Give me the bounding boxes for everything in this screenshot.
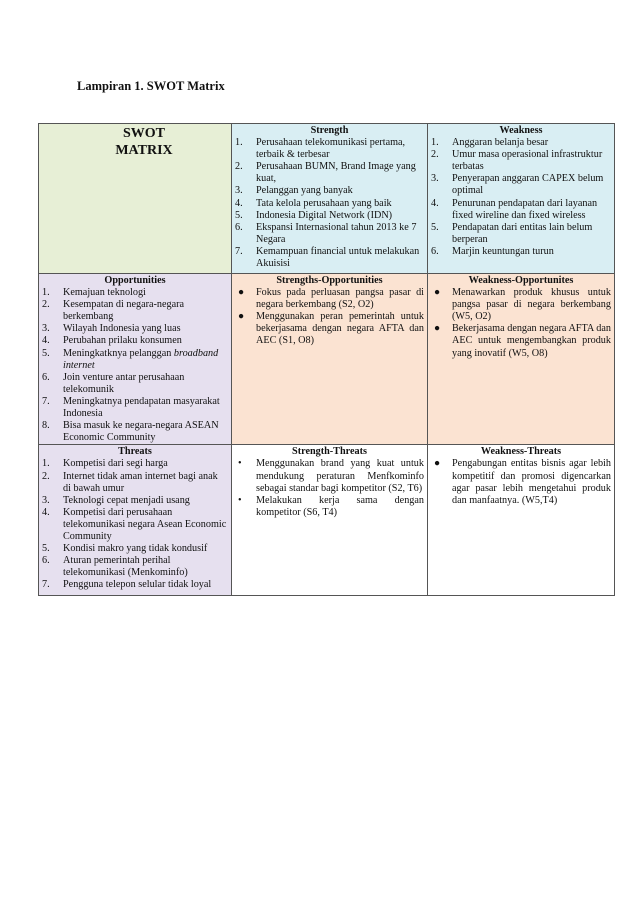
list-item: ● Menawarkan produk khusus untuk pangsa pasar di negara berkembang (W5, O2) (434, 287, 611, 323)
threats-title: Threats (118, 446, 152, 458)
wo-title: Weakness-Opportunites (468, 275, 574, 286)
matrix-label: MATRIX (115, 143, 173, 158)
wt-title: Weakness-Threats (480, 446, 562, 458)
weakness-opportunities-cell (428, 274, 615, 445)
so-list (235, 287, 424, 347)
list-item: 3. Wilayah Indonesia yang luas (42, 323, 181, 335)
list-item: 2. Kesempatan di negara-negara berkembang (42, 299, 185, 323)
swot-label: SWOT (122, 126, 165, 141)
list-item: 7. Kemampuan financial untuk melakukan Akuisisi (235, 245, 420, 270)
list-item: 6. Marjin keuntungan turun (431, 245, 554, 257)
threats-cell (39, 445, 232, 596)
list-item: ● Pengabungan entitas bisnis agar lebih kompetitif dan promosi digencarkan agar pasar lebih mengetahui produk dan manfaatnya. (W5,T4) (434, 458, 611, 506)
list-item: 6. Aturan pemerintah perihal telekomunikasi (Menkominfo) (42, 555, 188, 579)
list-item: 1. Anggaran belanja besar (431, 137, 549, 149)
st-list (235, 458, 424, 518)
wo-list (431, 287, 611, 360)
list-item: 5. Kondisi makro yang tidak kondusif (42, 543, 208, 555)
header-row (39, 124, 615, 274)
page-heading: Lampiran 1. SWOT Matrix (77, 79, 225, 93)
weakness-threats-cell (428, 445, 615, 596)
list-item: 2. Umur masa operasional infrastruktur terbatas (431, 149, 603, 173)
list-item: 6. Join venture antar perusahaan telekomunik (42, 371, 185, 395)
weakness-cell (428, 124, 615, 274)
list-item: ● Bekerjasama dengan negara AFTA dan AEC untuk mengembangkan produk yang inovatif (W5, O8) (434, 323, 611, 359)
opportunities-cell (39, 274, 232, 445)
list-item: 4. Penurunan pendapatan dari layanan fixed wireline dan fixed wireless (431, 197, 598, 221)
list-item: 5. Meningkatknya pelanggan broadband internet (42, 347, 219, 371)
list-item: • Menggunakan brand yang kuat untuk mendukung peraturan Menfkominfo sebagai standar bagi kompetitor (S2, T6) (238, 458, 424, 494)
list-item: 3. Penyerapan anggaran CAPEX belum optimal (431, 173, 604, 197)
weakness-list (431, 137, 611, 258)
list-item: ● Menggunakan peran pemerintah untuk bekerjasama dengan negara AFTA dan AEC (S1, O8) (238, 311, 424, 347)
threats-row (39, 445, 615, 596)
threats-list (42, 458, 228, 591)
list-item: 3. Pelanggan yang banyak (235, 185, 353, 197)
list-item: 8. Bisa masuk ke negara-negara ASEAN Economic Community (42, 420, 219, 444)
st-title: Strength-Threats (292, 446, 367, 458)
swot-matrix-corner-cell (39, 124, 232, 274)
list-item: 7. Pengguna telepon selular tidak loyal (42, 579, 212, 591)
list-item: 1. Kompetisi dari segi harga (42, 458, 168, 470)
wt-list (431, 458, 611, 506)
list-item: 2. Internet tidak aman internet bagi anak di bawah umur (42, 470, 218, 494)
swot-matrix-table (38, 123, 615, 596)
list-item: 4. Tata kelola perusahaan yang baik (235, 197, 392, 209)
list-item: 3. Teknologi cepat menjadi usang (42, 494, 190, 506)
list-item: 5. Indonesia Digital Network (IDN) (235, 209, 393, 221)
opportunities-title: Opportunities (104, 275, 166, 286)
opportunities-list (42, 287, 228, 444)
list-item: 2. Perusahaan BUMN, Brand Image yang kuat, (235, 161, 416, 185)
strength-cell (232, 124, 428, 274)
weakness-title: Weakness (499, 125, 543, 136)
list-item: 1. Kemajuan teknologi (42, 287, 146, 299)
list-item: 1. Perusahaan telekomunikasi pertama, terbaik & terbesar (235, 137, 406, 161)
list-item: 4. Kompetisi dari perusahaan telekomunikasi negara Asean Economic Community (42, 506, 227, 542)
strength-threats-cell (232, 445, 428, 596)
opportunities-row (39, 274, 615, 445)
list-item: ● Fokus pada perluasan pangsa pasar di negara berkembang (S2, O2) (238, 287, 424, 311)
strengths-opportunities-cell (232, 274, 428, 445)
so-title: Strengths-Opportunities (276, 275, 383, 286)
list-item: 7. Meningkatnya pendapatan masyarakat Indonesia (42, 395, 220, 420)
strength-list (235, 137, 424, 270)
list-item: 6. Ekspansi Internasional tahun 2013 ke 7 Negara (235, 221, 417, 245)
strength-title: Strength (310, 125, 349, 136)
list-item: 4. Perubahan prilaku konsumen (42, 335, 182, 347)
list-item: • Melakukan kerja sama dengan kompetitor (S6, T4) (238, 494, 424, 518)
list-item: 5. Pendapatan dari entitas lain belum berperan (431, 221, 593, 245)
